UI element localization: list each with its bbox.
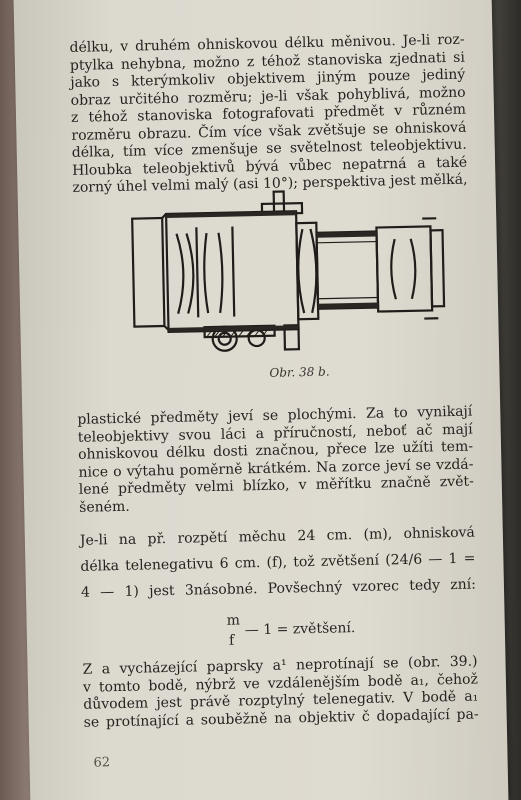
telephoto-lens-diagram xyxy=(122,182,452,363)
text-line: se protínající a souběžně na objektiv č dopadající pa- xyxy=(83,706,479,731)
text-line: Hloubka teleobjektivů bývá vůbec nepatrná a také xyxy=(71,154,468,179)
text-line: rozměru obrazu. Čím více však zvětšuje se ohnisková xyxy=(71,119,467,144)
text-line: nice o výtahu poměrně krátkém. Na zorce jeví se vzdá- xyxy=(78,456,474,481)
text-line: ohniskovou délku dosti značnou, přece lze užíti tem- xyxy=(77,438,474,463)
bottom-paragraph xyxy=(82,654,478,732)
text-line: důvodem jest právě rozptylný telenegativ. V bodě a₁ xyxy=(83,688,479,713)
front-barrel-outline xyxy=(132,218,164,327)
rear-tube-outline xyxy=(376,226,432,311)
text-line: lené předměty velmi blízko, v měřítku značně zvět- xyxy=(78,473,474,498)
text-line: zorný úhel velmi malý (asi 10°); perspektiva jest mělká, xyxy=(72,171,468,196)
text-line: plastické předměty jeví se plochými. Za to vynikají xyxy=(77,403,473,428)
text-line: délka telenegativu 6 cm. (f), tož zvětšení (24/6 — 1 = xyxy=(80,550,476,575)
text-line: Je-li na př. rozpětí měchu 24 cm. (m), ohnisková xyxy=(79,524,475,549)
figure-caption: Obr. 38 b. xyxy=(269,364,330,380)
top-paragraph xyxy=(69,32,467,198)
magnification-formula xyxy=(226,609,387,652)
page-number: 62 xyxy=(93,755,111,771)
text-line: ptylka nehybna, možno z téhož stanoviska zjednati si xyxy=(69,49,466,74)
text-line: délku, v druhém ohniskovou délku měnivou. Je-li roz- xyxy=(69,31,465,56)
text-line: teleobjektivy svou láci a příručností, neboť ač mají xyxy=(77,421,473,446)
middle-paragraph xyxy=(77,404,474,517)
example-paragraph xyxy=(80,520,477,606)
text-line: v tomto bodě, nýbrž ve vzdálenějším bodě a₁, čehož xyxy=(82,671,479,696)
text-line: jako s kterýmkoliv objektivem jiným pouze jediný xyxy=(70,66,466,91)
text-line: 4 — 1) jest 3násobné. Povšechný vzorec tedy zní: xyxy=(80,576,477,601)
text-line: z téhož stanoviska fotografovati předmět v různém xyxy=(70,101,467,126)
text-line-last: šeném. xyxy=(79,498,130,516)
book-page xyxy=(14,0,509,800)
text-line: délka, tím více zmenšuje se světelnost teleobjektivu. xyxy=(71,136,467,161)
text-line: Z a vycházející paprsky a¹ neprotínají se (obr. 39.) xyxy=(82,653,478,678)
formula-rest: — 1 = zvětšení. xyxy=(244,620,356,639)
text-line: obraz určitého rozměru; je-li však pohyblivá, možno xyxy=(70,84,466,109)
formula-denominator: f xyxy=(228,632,235,649)
formula-numerator: m xyxy=(226,612,241,629)
